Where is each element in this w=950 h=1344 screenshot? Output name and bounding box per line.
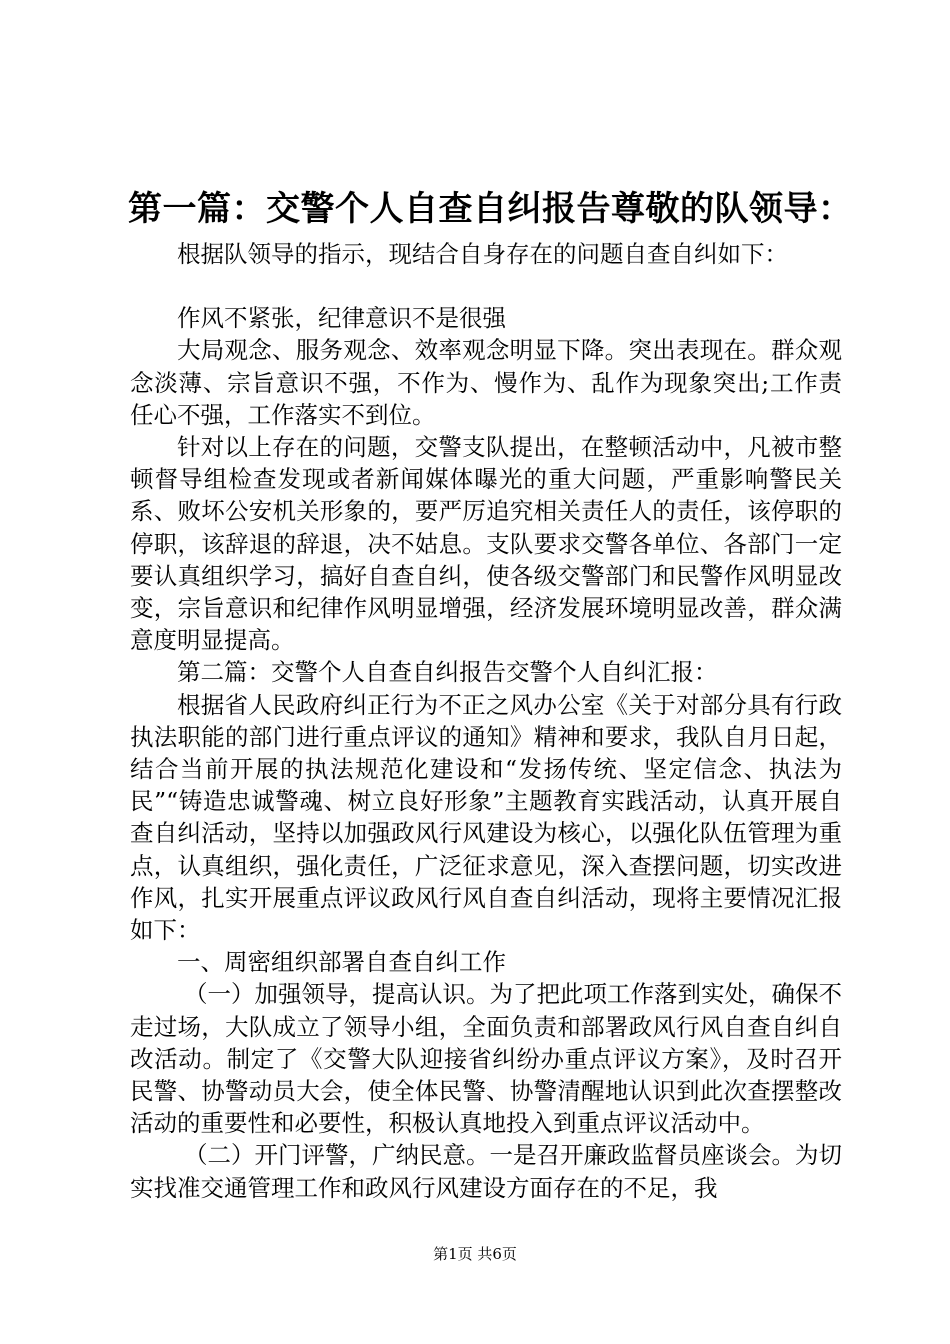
page-footer: 第1页 共6页 xyxy=(433,1245,517,1263)
paragraph: 作风不紧张，纪律意识不是很强 xyxy=(177,304,506,333)
document-title: 第一篇：交警个人自查自纠报告尊敬的队领导： xyxy=(128,189,853,229)
paragraph: （二）开门评警，广纳民意。一是召开廉政监督员座谈会。为切实找准交通管理工作和政风行风建设方面存在的不足，我 xyxy=(130,1141,842,1202)
paragraph-gap xyxy=(130,270,842,302)
paragraph: 第二篇：交警个人自查自纠报告交警个人自纠汇报： xyxy=(177,658,718,687)
document-body xyxy=(130,238,842,1204)
paragraph: 根据省人民政府纠正行为不正之风办公室《关于对部分具有行政执法职能的部门进行重点评议的通知》精神和要求，我队自月日起，结合当前开展的执法规范化建设和“发扬传统、坚定信念、执法为民”“铸造忠诚警魂、树立良好形象”主题教育实践活动，认真开展自查自纠活动，坚持以加强政风行风建设为核心，以强化队伍管理为重点，认真组织，强化责任，广泛征求意见，深入查摆问题，切实改进作风，扎实开展重点评议政风行风自查自纠活动，现将主要情况汇报如下： xyxy=(130,690,842,945)
paragraph: 针对以上存在的问题，交警支队提出，在整顿活动中，凡被市整顿督导组检查发现或者新闻媒体曝光的重大问题，严重影响警民关系、败坏公安机关形象的，要严厉追究相关责任人的责任，该停职的停职，该辞退的辞退，决不姑息。支队要求交警各单位、各部门一定要认真组织学习，搞好自查自纠，使各级交警部门和民警作风明显改变，宗旨意识和纪律作风明显增强，经济发展环境明显改善，群众满意度明显提高。 xyxy=(130,433,842,655)
paragraph: 大局观念、服务观念、效率观念明显下降。突出表现在。群众观念淡薄、宗旨意识不强，不作为、慢作为、乱作为现象突出;工作责任心不强，工作落实不到位。 xyxy=(130,336,842,429)
paragraph: 根据队领导的指示，现结合自身存在的问题自查自纠如下： xyxy=(177,240,788,268)
section-heading: 一、周密组织部署自查自纠工作 xyxy=(177,948,506,977)
paragraph: （一）加强领导，提高认识。为了把此项工作落到实处，确保不走过场，大队成立了领导小组，全面负责和部署政风行风自查自纠自改活动。制定了《交警大队迎接省纠纷办重点评议方案》，及时召开民警、协警动员大会，使全体民警、协警清醒地认识到此次查摆整改活动的重要性和必要性，积极认真地投入到重点评议活动中。 xyxy=(130,980,842,1138)
